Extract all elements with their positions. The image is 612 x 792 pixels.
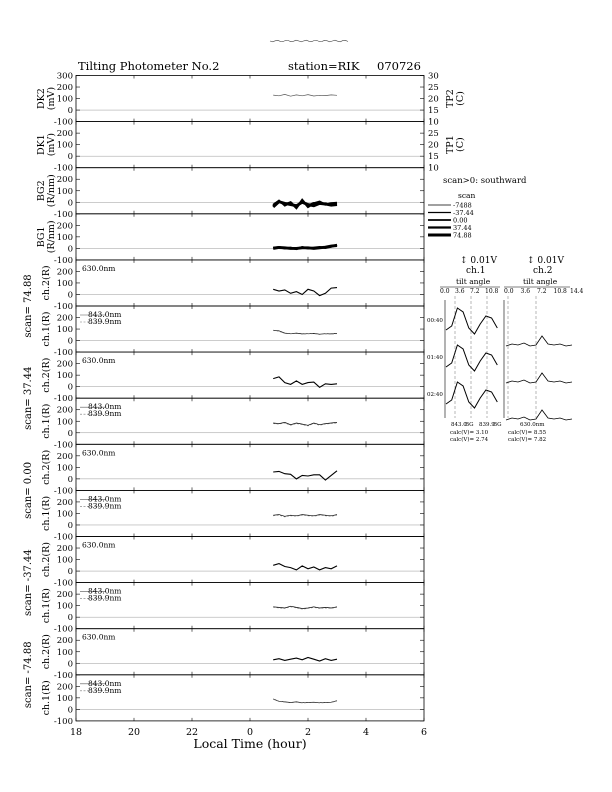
panel-frame [76, 260, 424, 306]
scan-legend-label: 74.88 [453, 231, 472, 240]
legend-label-839: 839.9nm [88, 685, 122, 695]
y-tick-label: 0 [67, 705, 73, 716]
inset-ch2-trace [506, 410, 572, 420]
inset-ch2-axis-label: tilt angle [523, 277, 558, 286]
y-tick-label: -100 [53, 302, 73, 312]
series-line [273, 377, 337, 387]
panel-y-label: (R/nm) [46, 174, 57, 208]
legend-label-839: 839.9nm [88, 317, 122, 326]
series-line [273, 606, 337, 608]
panel-y-label: ch.2(R) [41, 265, 52, 301]
x-tick-label: 18 [69, 726, 83, 738]
y-tick-label: 200 [56, 129, 73, 140]
panel-y-label: ch.2(R) [41, 634, 52, 670]
y-tick-label: -100 [53, 578, 73, 589]
scan-legend-label: -7488 [453, 201, 472, 210]
inset-time-label: 00:40 [427, 318, 443, 324]
y-tick-label: 200 [56, 544, 73, 555]
panel-frame [76, 122, 424, 168]
scan-group-label: scan= 74.88 [23, 274, 34, 338]
y-tick-label: 0 [67, 520, 73, 531]
inset-ch1-calc: calc(V)= 3.10 [450, 430, 489, 436]
y-tick-label: -100 [53, 348, 73, 359]
series-line [273, 94, 337, 96]
panel-right-label: TP2 [445, 89, 456, 108]
inset-ch1-bottom-label: 843.0 [451, 422, 467, 428]
y-tick-label: 200 [56, 313, 73, 324]
panel-y-label: ch.2(R) [41, 357, 52, 393]
panel-frame [76, 168, 424, 214]
scan-group-label: scan= 0.00 [23, 461, 34, 519]
panel-y-label: (mV) [46, 86, 57, 111]
right-tick-label: 25 [428, 129, 439, 140]
y-tick-label: 200 [56, 451, 73, 462]
series-line [273, 471, 337, 480]
right-tick-label: 15 [428, 152, 439, 163]
x-tick-label: 22 [185, 726, 199, 738]
inset-time-label: 02:40 [427, 392, 443, 398]
panel-frame [76, 675, 424, 721]
panel-y-label: (R/nm) [46, 220, 57, 254]
panel-y-label: ch.1(R) [41, 311, 52, 347]
y-tick-label: 100 [56, 325, 73, 336]
y-tick-label: 200 [56, 497, 73, 508]
x-tick-label: 20 [127, 726, 141, 738]
y-tick-label: -100 [53, 670, 73, 681]
y-tick-label: 0 [67, 106, 73, 117]
series-line [273, 658, 337, 662]
series-line [273, 330, 337, 334]
y-tick-label: 200 [56, 682, 73, 693]
panel-right-label: (C) [455, 91, 466, 106]
right-tick-label: 20 [428, 94, 439, 105]
y-tick-label: 200 [56, 359, 73, 370]
wavelength-tag: 630.0nm [82, 632, 116, 642]
legend-label-843: 843.0nm [88, 586, 122, 596]
panel-y-label: ch.1(R) [41, 403, 52, 439]
inset-ch2-tick-label: 7.2 [537, 288, 547, 295]
right-tick-label: 15 [428, 106, 439, 117]
panel-frame [76, 490, 424, 536]
y-tick-label: 300 [56, 71, 73, 82]
scan-group-label: scan= -74.88 [23, 641, 34, 709]
panel-y-label: (mV) [46, 133, 57, 157]
y-tick-label: -100 [53, 716, 73, 727]
y-tick-label: 200 [56, 636, 73, 647]
scan-note: scan>0: southward [443, 176, 527, 186]
y-tick-label: 100 [56, 463, 73, 474]
legend-label-843: 843.0nm [88, 310, 122, 319]
y-tick-label: 100 [56, 186, 73, 197]
y-tick-label: 100 [56, 509, 73, 520]
inset-ch2-tick-label: 0.0 [504, 288, 514, 295]
inset-ch2-tick-label: 14.4 [570, 288, 584, 295]
scan-legend-label: 0.00 [453, 216, 468, 225]
y-tick-label: 100 [56, 647, 73, 658]
legend-label-839: 839.9nm [88, 409, 122, 419]
inset-ch2-scale: ↕ 0.01V [527, 256, 564, 266]
y-tick-label: 0 [67, 198, 73, 209]
y-tick-label: -100 [53, 532, 73, 543]
inset-ch1-trace [446, 308, 497, 334]
panel-y-label: ch.1(R) [41, 680, 52, 716]
inset-ch1-trace [446, 345, 497, 371]
inset-ch2-bottom-label: 630.0nm [520, 422, 545, 428]
inset-ch1-calc: calc(V)= 2.74 [450, 437, 489, 443]
y-tick-label: -100 [53, 440, 73, 451]
y-tick-label: 200 [56, 83, 73, 94]
y-tick-label: 0 [67, 428, 73, 439]
x-tick-label: 0 [246, 726, 254, 738]
panel-y-label: ch.1(R) [41, 495, 52, 531]
y-tick-label: 100 [56, 601, 73, 612]
inset-ch1-tick-label: 10.8 [485, 288, 499, 295]
inset-ch2-calc: calc(V)= 7.82 [508, 437, 547, 443]
y-tick-label: -100 [53, 209, 73, 220]
inset-ch1-bottom-label: BG [493, 422, 502, 428]
y-tick-label: 100 [56, 693, 73, 704]
y-tick-label: 200 [56, 590, 73, 601]
series-line [273, 246, 337, 249]
panel-frame [76, 214, 424, 260]
legend-label-839: 839.9nm [88, 593, 122, 603]
inset-ch1-tick-label: 7.2 [470, 288, 480, 295]
y-tick-label: -100 [53, 486, 73, 497]
y-tick-label: 0 [67, 244, 73, 255]
panel-frame [76, 398, 424, 444]
y-tick-label: 0 [67, 659, 73, 670]
y-tick-label: -100 [53, 163, 73, 174]
right-tick-label: 25 [428, 83, 439, 94]
series-line [273, 699, 337, 703]
legend-label-839: 839.9nm [88, 501, 122, 511]
y-tick-label: 0 [67, 290, 73, 301]
y-tick-label: 100 [56, 140, 73, 151]
y-tick-label: 0 [67, 336, 73, 347]
legend-label-843: 843.0nm [88, 402, 122, 412]
y-tick-label: 100 [56, 94, 73, 105]
y-tick-label: -100 [53, 394, 73, 405]
panel-y-label: ch.2(R) [41, 449, 52, 485]
inset-ch2-tick-label: 3.6 [520, 288, 531, 295]
inset-ch2-calc: calc(V)= 8.55 [508, 430, 547, 436]
y-tick-label: 100 [56, 555, 73, 566]
inset-ch1-bottom-label: BG [465, 422, 474, 428]
station-label: station=RIK [288, 59, 360, 73]
right-tick-label: 10 [428, 163, 439, 174]
x-tick-label: 6 [420, 726, 428, 738]
header-trace [270, 40, 348, 42]
inset-ch1-title: ch.1 [466, 266, 486, 276]
x-tick-label: 2 [304, 726, 312, 738]
scan-group-label: scan= -37.44 [23, 549, 34, 616]
panel-frame [76, 306, 424, 352]
inset-time-label: 01:40 [427, 355, 443, 361]
y-tick-label: 100 [56, 417, 73, 428]
y-tick-label: 0 [67, 613, 73, 624]
inset-ch1-trace [446, 382, 497, 408]
panel-y-label: ch.2(R) [41, 542, 52, 578]
y-tick-label: -100 [53, 255, 73, 266]
right-tick-label: 30 [428, 71, 439, 82]
panel-y-label: ch.1(R) [41, 588, 52, 624]
inset-ch2-trace [506, 336, 572, 346]
inset-ch1-scale: ↕ 0.01V [460, 256, 497, 266]
legend-label-843: 843.0nm [88, 494, 122, 504]
date-label: 070726 [377, 59, 421, 73]
y-tick-label: 200 [56, 267, 73, 278]
inset-ch2-tick-label: 10.8 [553, 288, 567, 295]
inset-ch1-tick-label: 3.6 [455, 288, 465, 295]
panel-frame [76, 537, 424, 583]
panel-y-label: DK1 [36, 134, 47, 156]
legend-label-843: 843.0nm [88, 678, 122, 688]
panel-y-label: DK2 [36, 88, 47, 109]
panel-y-label: BG2 [36, 180, 47, 202]
panel-frame [76, 583, 424, 629]
x-axis-label: Local Time (hour) [193, 735, 307, 751]
scan-legend-title: scan [458, 191, 476, 200]
panel-frame [76, 444, 424, 490]
wavelength-tag: 630.0nm [82, 540, 116, 550]
panel-frame [76, 629, 424, 675]
chart-title: Tilting Photometer No.2 [78, 59, 220, 73]
scan-group-label: scan= 37.44 [23, 366, 34, 430]
panel-right-label: TP1 [445, 135, 456, 155]
scan-legend-label: -37.44 [453, 209, 474, 217]
inset-ch1-bottom-label: 839.9 [479, 422, 495, 428]
inset-ch1-tick-label: 0.0 [440, 288, 450, 295]
y-tick-label: 100 [56, 371, 73, 382]
y-tick-label: 100 [56, 278, 73, 289]
inset-ch2-trace [506, 373, 572, 383]
inset-ch1-axis-label: tilt angle [456, 277, 491, 286]
right-tick-label: 20 [428, 140, 439, 151]
y-tick-label: 0 [67, 567, 73, 578]
panel-right-label: (C) [455, 137, 466, 152]
y-tick-label: 200 [56, 405, 73, 416]
wavelength-tag: 630.0nm [82, 263, 116, 273]
y-tick-label: 200 [56, 175, 73, 186]
panel-y-label: BG1 [36, 226, 47, 248]
y-tick-label: 0 [67, 152, 73, 163]
y-tick-label: 0 [67, 474, 73, 485]
panel-frame [76, 76, 424, 122]
right-tick-label: 10 [428, 117, 439, 128]
x-tick-label: 4 [362, 726, 370, 738]
series-line [273, 564, 337, 570]
y-tick-label: 100 [56, 232, 73, 243]
wavelength-tag: 630.0nm [82, 448, 116, 458]
wavelength-tag: 630.0nm [82, 356, 116, 366]
y-tick-label: 0 [67, 382, 73, 393]
inset-ch2-title: ch.2 [533, 266, 553, 276]
y-tick-label: -100 [53, 117, 73, 128]
y-tick-label: -100 [53, 624, 73, 635]
panel-frame [76, 352, 424, 398]
scan-legend-label: 37.44 [453, 224, 472, 232]
y-tick-label: 200 [56, 221, 73, 232]
